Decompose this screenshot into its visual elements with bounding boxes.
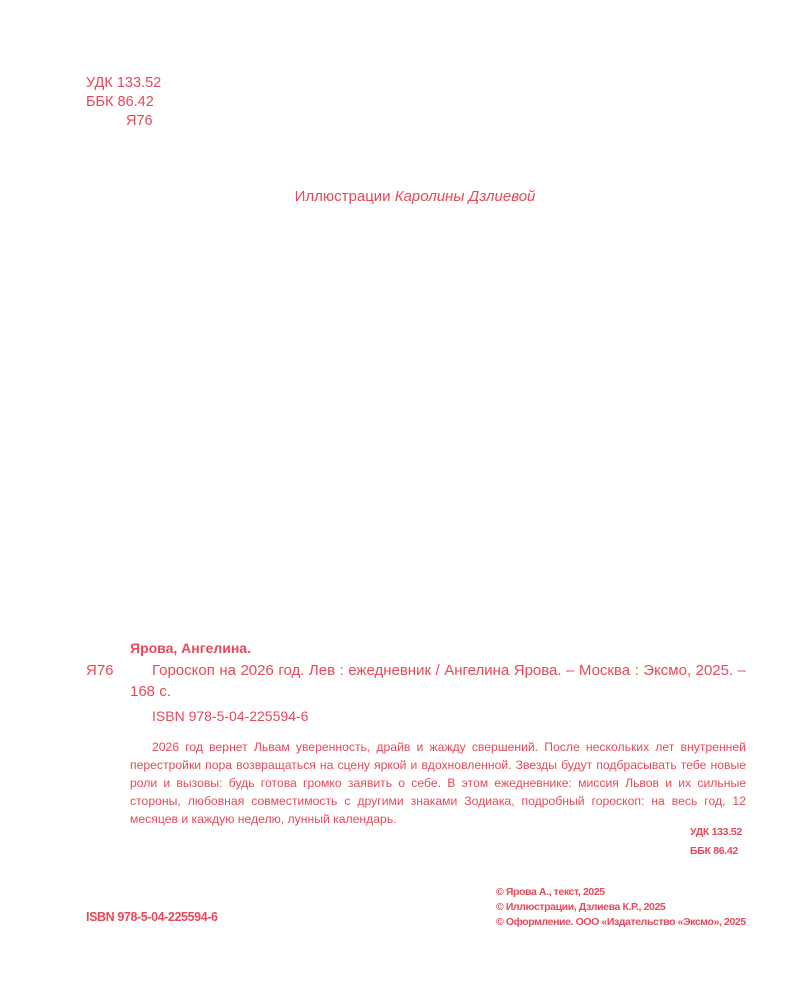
bbk-code-bottom: ББК 86.42 bbox=[690, 845, 738, 857]
catalog-title-line: Гороскоп на 2026 год. Лев : ежедневник / Ангелина Ярова. – Москва : Эксмо, 2025. – 168 с. bbox=[130, 662, 746, 700]
bbk-code: ББК 86.42 bbox=[86, 94, 154, 110]
udk-code: УДК 133.52 bbox=[86, 75, 162, 91]
copyright-line: © Оформление. ООО «Издательство «Эксмо», 2025 bbox=[496, 916, 746, 928]
catalog-isbn: ISBN 978-5-04-225594-6 bbox=[152, 708, 309, 724]
copyright-line: © Иллюстрации, Дзлиева К.Р., 2025 bbox=[496, 901, 666, 913]
udk-code-bottom: УДК 133.52 bbox=[690, 826, 742, 838]
illustrations-prefix: Иллюстрации bbox=[294, 188, 395, 205]
illustrator-name: Каролины Дзлиевой bbox=[394, 188, 536, 205]
classification-codes-top bbox=[86, 74, 161, 131]
copyright-line: © Ярова А., текст, 2025 bbox=[496, 886, 605, 898]
catalog-author: Ярова, Ангелина. bbox=[130, 640, 251, 656]
copyright-block bbox=[496, 885, 746, 930]
classification-codes-bottom bbox=[690, 823, 742, 861]
catalog-author-mark: Я76 bbox=[86, 662, 114, 679]
footer-isbn: ISBN 978-5-04-225594-6 bbox=[86, 910, 218, 924]
author-mark: Я76 bbox=[126, 113, 153, 129]
catalog-annotation: 2026 год вернет Львам уверенность, драйв и жажду свершений. После нескольких лет внутренней перестройки пора возвращаться на сцену яркой и вдохновленной. Звезды будут подбрасывать тебе новые роли и вызовы: будь готова громко заявить о себе. В этом ежедневнике: миссия Львов и их сильные стороны, любовная совместимость с другими знаками Зодиака, подробный гороскоп: на весь год, 12 месяцев и каждую неделю, лунный календарь. bbox=[130, 740, 746, 826]
illustrations-credit bbox=[0, 188, 800, 205]
